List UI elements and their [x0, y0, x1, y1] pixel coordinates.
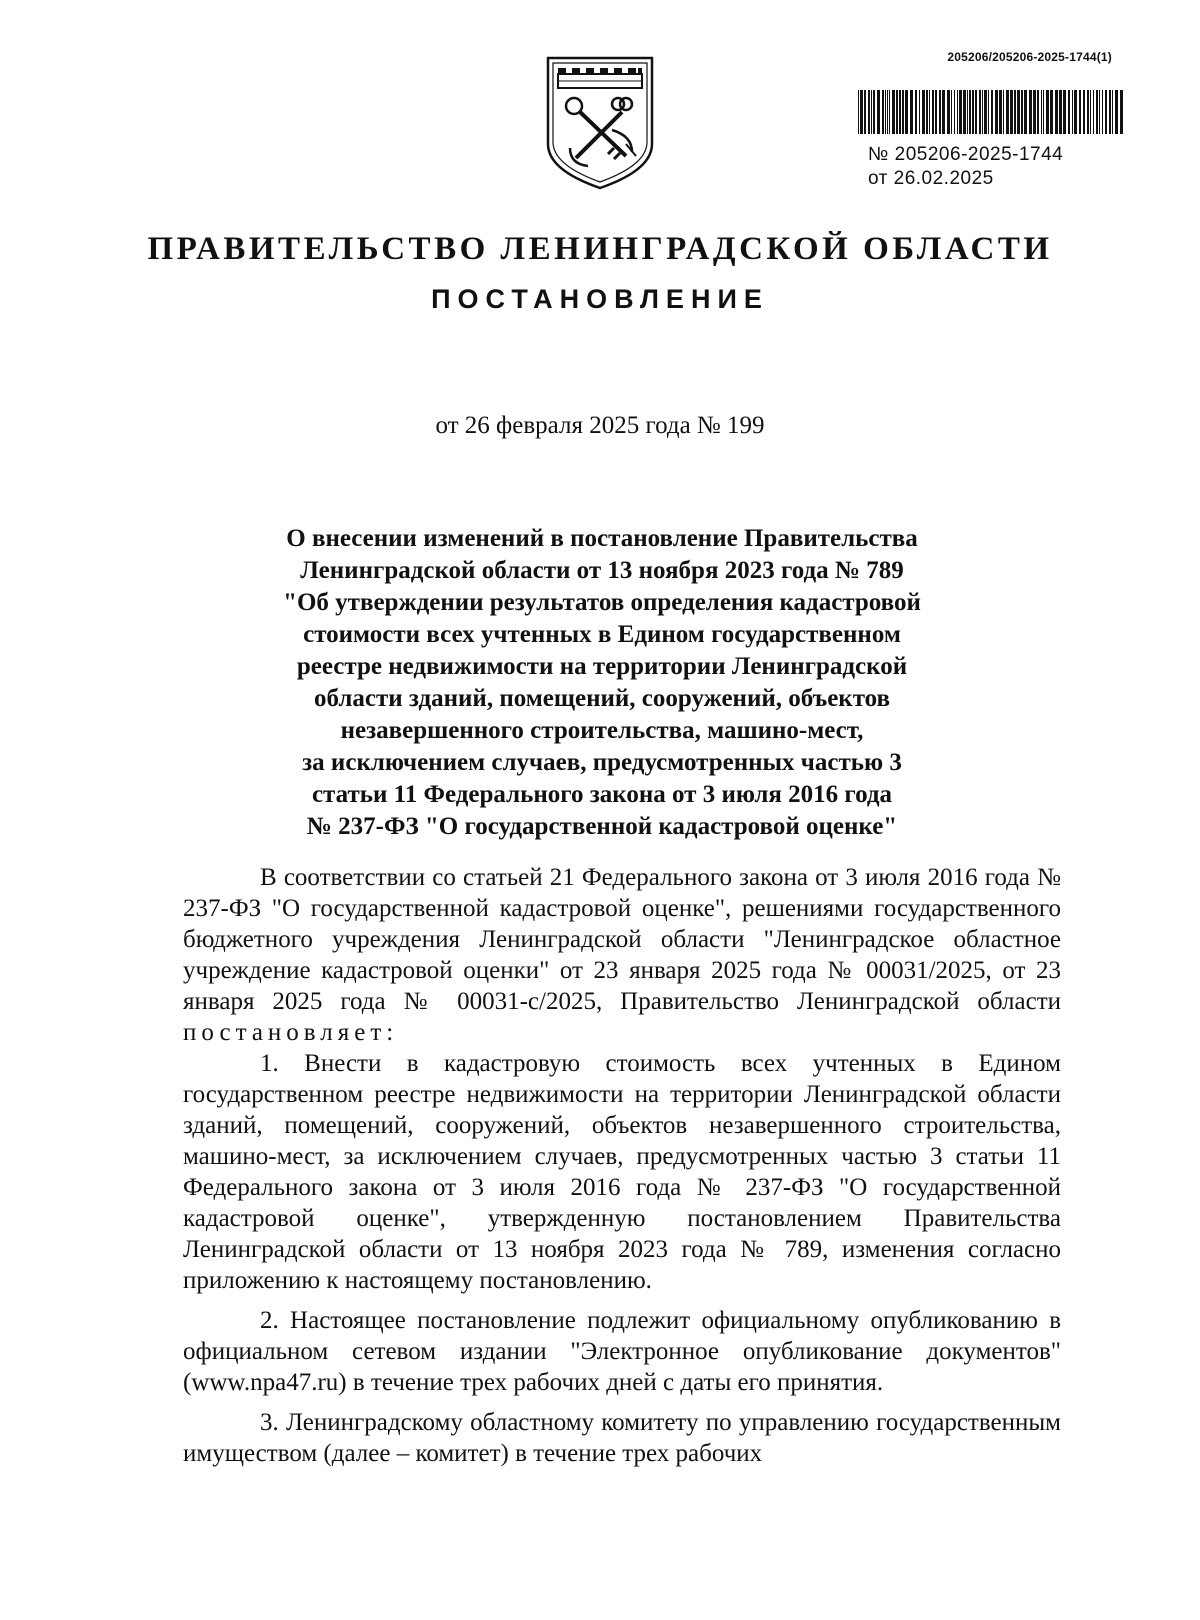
barcode-bar — [889, 90, 890, 134]
barcode-bar — [1083, 90, 1085, 134]
barcode-bar — [1068, 90, 1070, 134]
barcode-bar — [959, 90, 962, 134]
barcode-bar — [1109, 90, 1111, 134]
barcode-bar — [1093, 90, 1094, 134]
barcode-bar — [942, 90, 945, 134]
barcode-bar — [873, 90, 875, 134]
barcode-bar — [951, 90, 952, 134]
barcode-bar — [1043, 90, 1044, 134]
barcode-bar — [926, 90, 928, 134]
barcode-bar — [935, 90, 937, 134]
barcode-bar — [947, 90, 950, 134]
barcode-bar — [932, 90, 934, 134]
registry-code: 205206/205206-2025-1744(1) — [947, 50, 1112, 64]
barcode-bar — [1055, 90, 1058, 134]
barcode-bar — [871, 90, 872, 134]
barcode-bar — [929, 90, 930, 134]
subject-line: за исключением случаев, предусмотренных частью 3 — [302, 749, 902, 776]
barcode-bar — [882, 90, 884, 134]
subject-title — [240, 523, 964, 843]
barcode-bar — [868, 90, 870, 134]
barcode-bar — [1029, 90, 1032, 134]
preamble-text: В соответствии со статьей 21 Федерального закона от 3 июля 2016 года № 237-ФЗ "О государственной кадастровой оценке", решениями государственного бюджетного учреждения Ленинградской области "Ленинградское областное учреждение кадастровой оценки" от 23 января 2025 года № 00031/2025, от 23 января 2025 года № 00031-с/2025, Правительство Ленинградской области — [183, 864, 1061, 1015]
barcode-bar — [858, 90, 859, 134]
subject-line: Ленинградской области от 13 ноября 2023 года № 789 — [300, 557, 904, 584]
barcode-bar — [1105, 90, 1107, 134]
preamble-paragraph — [183, 862, 1061, 1048]
barcode-bar — [1037, 90, 1039, 134]
barcode-bar — [1006, 90, 1009, 134]
barcode-bar — [885, 90, 886, 134]
barcode-bar — [1024, 90, 1027, 134]
barcode-bar — [1120, 90, 1123, 134]
document-date: от 26 февраля 2025 года № 199 — [435, 412, 765, 439]
subject-line: "Об утверждении результатов определения кадастровой — [283, 589, 921, 616]
barcode-bar — [902, 90, 904, 134]
document-type: ПОСТАНОВЛЕНИЕ — [431, 284, 769, 314]
barcode-bar — [1003, 90, 1004, 134]
barcode-bar — [1112, 90, 1113, 134]
barcode-bar — [1115, 90, 1118, 134]
subject-line: области зданий, помещений, сооружений, объектов — [313, 685, 891, 712]
barcode-bar — [922, 90, 925, 134]
barcode-bar — [1087, 90, 1089, 134]
barcode-bar — [905, 90, 908, 134]
barcode-bar — [1033, 90, 1036, 134]
barcode-bar — [957, 90, 958, 134]
barcode-bar — [1090, 90, 1091, 134]
barcode-bar — [1063, 90, 1066, 134]
item-paragraph: 1. Внести в кадастровую стоимость всех учтенных в Едином государственном реестре недвижимости на территории Ленинградской области зданий, помещений, сооружений, объектов незавершенного строительства, машино-мест, за исключением случаев, предусмотренных частью 3 статьи 11 Федерального закона от 3 июля 2016 года № 237-ФЗ "О государственной кадастровой оценке", утвержденную постановлением Правительства Ленинградской области от 13 ноября 2023 года № 789, изменения согласно приложению к настоящему постановлению. — [183, 1050, 1061, 1294]
barcode-bar — [1014, 90, 1016, 134]
barcode-bar — [967, 90, 968, 134]
subject-line: О внесении изменений в постановление Правительства — [286, 525, 918, 552]
government-title: ПРАВИТЕЛЬСТВО ЛЕНИНГРАДСКОЙ ОБЛАСТИ — [147, 231, 1053, 267]
registration-date: от 26.02.2025 — [868, 168, 994, 189]
subject-line: незавершенного строительства, машино-мест, — [340, 717, 864, 744]
barcode-bar — [972, 90, 974, 134]
barcode-bar — [877, 90, 880, 134]
subject-line: статьи 11 Федерального закона от 3 июля 2016 года — [311, 781, 893, 808]
barcode-bar — [1017, 90, 1020, 134]
barcode-bar — [988, 90, 989, 134]
barcode-bar — [1050, 90, 1053, 134]
barcode-bar — [982, 90, 983, 134]
subject-line: № 237-ФЗ "О государственной кадастровой оценке" — [306, 813, 898, 840]
document-body — [183, 862, 1061, 1469]
barcode-bar — [991, 90, 993, 134]
barcode-bar — [1046, 90, 1049, 134]
barcode-bar — [910, 90, 913, 134]
item-paragraph: 2. Настоящее постановление подлежит официальному опубликованию в официальном сетевом издании "Электронное опубликование документов" (www.npa47.ru) в течение трех рабочих дней с даты его принятия. — [183, 1307, 1061, 1396]
barcode-bar — [887, 90, 888, 134]
barcode-icon — [856, 90, 1126, 134]
barcode-bar — [995, 90, 998, 134]
resolves-word: постановляет: — [183, 1019, 399, 1046]
barcode-bar — [1074, 90, 1077, 134]
coat-of-arms-icon — [540, 52, 660, 192]
barcode-bar — [1099, 90, 1100, 134]
barcode-bar — [999, 90, 1002, 134]
barcode-bar — [954, 90, 955, 134]
barcode-bar — [1096, 90, 1098, 134]
barcode-bar — [915, 90, 917, 134]
barcode-bar — [860, 90, 863, 134]
barcode-bar — [1102, 90, 1103, 134]
barcode-bar — [919, 90, 920, 134]
barcode-bar — [864, 90, 866, 134]
subject-line: реестре недвижимости на территории Ленинградской — [296, 653, 908, 680]
barcode-bar — [975, 90, 977, 134]
barcode-bar — [892, 90, 895, 134]
item-paragraph: 3. Ленинградскому областному комитету по управлению государственным имуществом (далее – комитет) в течение трех рабочих — [183, 1409, 1061, 1467]
subject-line: стоимости всех учтенных в Едином государственном — [303, 621, 901, 648]
barcode-bar — [984, 90, 987, 134]
barcode-bar — [963, 90, 966, 134]
barcode-bar — [1072, 90, 1073, 134]
barcode-bar — [899, 90, 901, 134]
barcode-bar — [896, 90, 898, 134]
barcode-bar — [1041, 90, 1042, 134]
registration-number: № 205206-2025-1744 — [868, 144, 1064, 165]
barcode-bar — [969, 90, 971, 134]
barcode-bar — [1021, 90, 1023, 134]
barcode-bar — [1010, 90, 1013, 134]
barcode-bar — [939, 90, 941, 134]
barcode-bar — [979, 90, 981, 134]
barcode-bar — [1059, 90, 1062, 134]
barcode-bar — [1079, 90, 1081, 134]
